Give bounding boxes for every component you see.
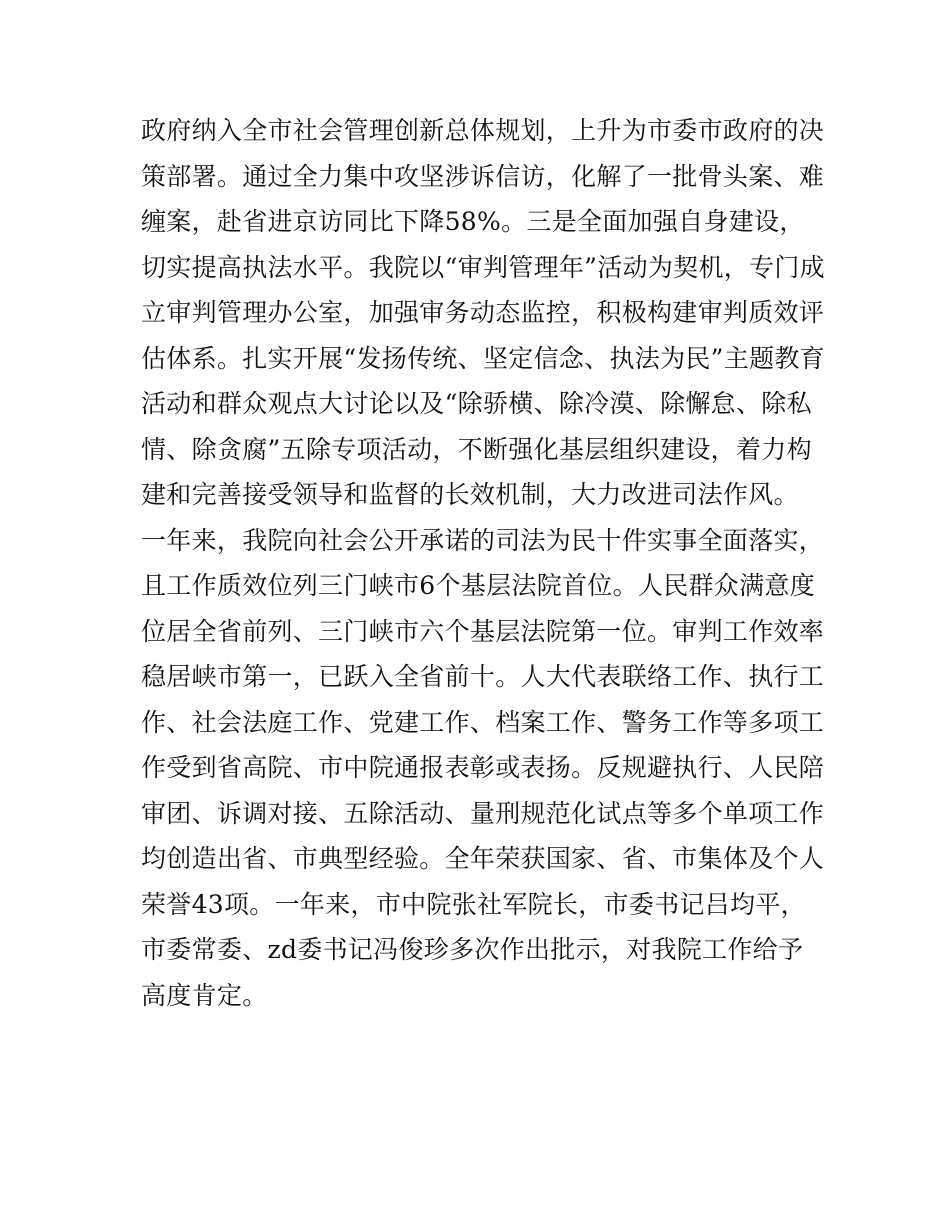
- text-line: 审团、诉调对接、五除活动、量刑规范化试点等多个单项工作: [141, 798, 825, 828]
- text-line: 立审判管理办公室，加强审务动态监控，积极构建审判质效评: [141, 298, 825, 327]
- text-line: 作受到省高院、市中院通报表彰或表扬。反规避执行、人民陪: [141, 753, 825, 782]
- text-line: 缠案，赴省进京访同比下降58%。三是全面加强自身建设，: [141, 207, 805, 236]
- text-line: 活动和群众观点大讨论以及“除骄横、除冷漠、除懈怠、除私: [141, 389, 812, 418]
- text-line: 一年来，我院向社会公开承诺的司法为民十件实事全面落实，: [141, 525, 825, 555]
- text-line: 市委常委、zd委书记冯俊珍多次作出批示，对我院工作给予: [141, 935, 804, 964]
- text-line: 荣誉43项。一年来，市中院张社军院长，市委书记吕均平，: [141, 889, 806, 919]
- text-line: 均创造出省、市典型经验。全年荣获国家、省、市集体及个人: [141, 844, 825, 873]
- text-line: 高度肯定。: [141, 980, 268, 1010]
- text-line: 情、除贪腐”五除专项活动，不断强化基层组织建设，着力构: [141, 434, 812, 464]
- text-line: 估体系。扎实开展“发扬传统、坚定信念、执法为民”主题教育: [141, 343, 825, 373]
- text-line: 切实提高执法水平。我院以“审判管理年”活动为契机，专门成: [141, 252, 825, 282]
- text-line: 作、社会法庭工作、党建工作、档案工作、警务工作等多项工: [141, 707, 825, 737]
- text-line: 稳居峡市第一，已跃入全省前十。人大代表联络工作、执行工: [141, 662, 825, 691]
- text-line: 建和完善接受领导和监督的长效机制，大力改进司法作风。: [141, 480, 799, 509]
- text-line: 策部署。通过全力集中攻坚涉诉信访，化解了一批骨头案、难: [141, 161, 825, 191]
- text-line: 且工作质效位列三门峡市6个基层法院首位。人民群众满意度: [141, 571, 816, 600]
- text-line: 位居全省前列、三门峡市六个基层法院第一位。审判工作效率: [141, 616, 825, 646]
- body-text: [141, 108, 831, 1018]
- text-line: 政府纳入全市社会管理创新总体规划，上升为市委市政府的决: [141, 116, 825, 145]
